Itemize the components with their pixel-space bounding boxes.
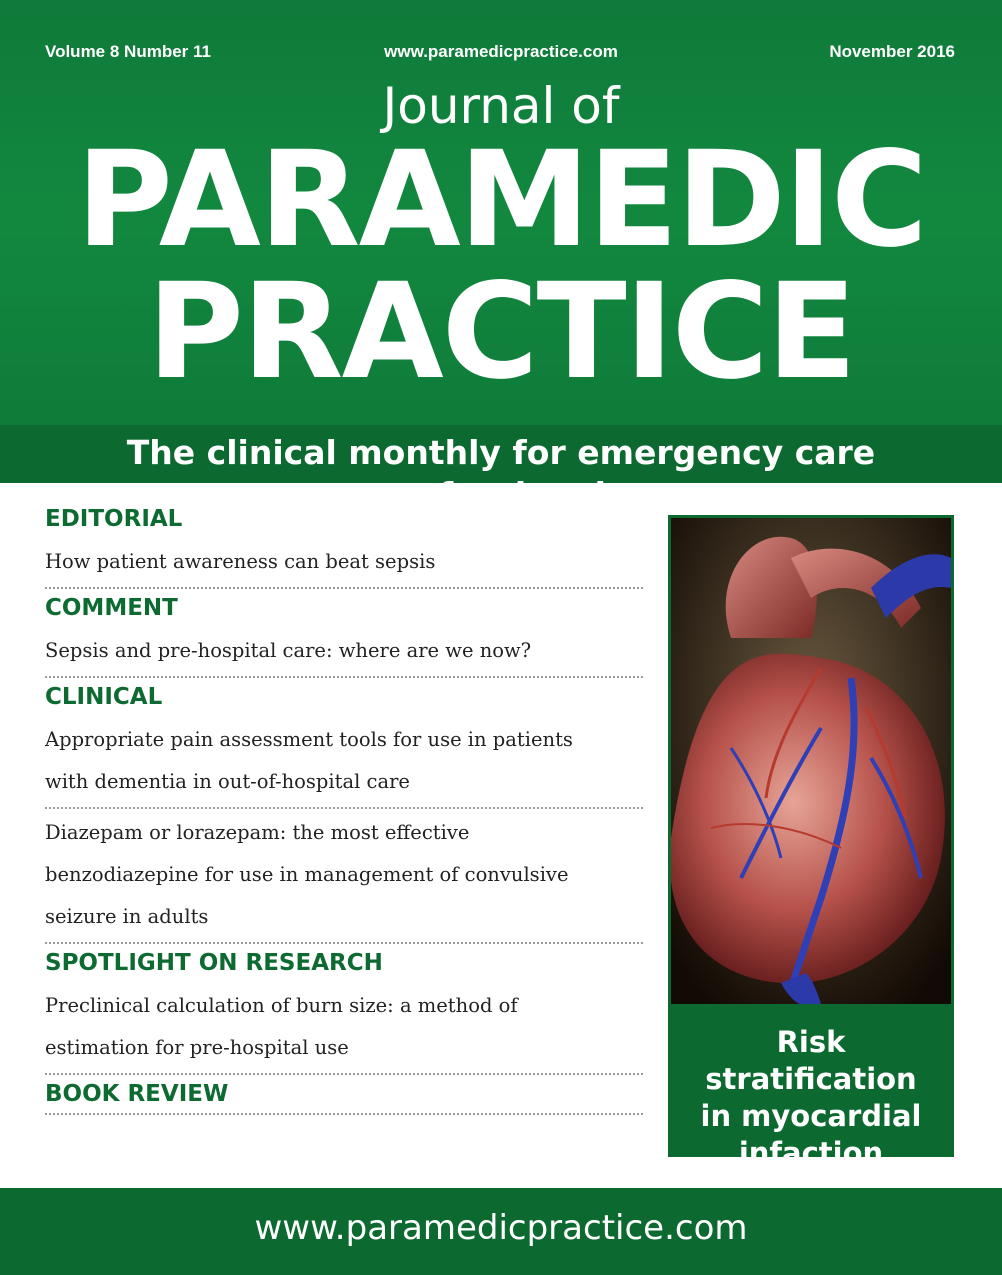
section-heading-research: SPOTLIGHT ON RESEARCH <box>45 950 383 976</box>
article-title-line: Preclinical calculation of burn size: a method of <box>45 994 518 1017</box>
article-editorial[interactable] <box>45 538 643 589</box>
article-title-line: Appropriate pain assessment tools for use in patients <box>45 728 573 751</box>
issue-date: November 2016 <box>829 42 955 61</box>
article-clinical-benzodiazepine[interactable] <box>45 809 643 944</box>
feature-caption-line: infaction <box>738 1136 884 1170</box>
article-title-line: How patient awareness can beat sepsis <box>45 550 436 573</box>
article-title-line: seizure in adults <box>45 905 209 928</box>
heart-illustration <box>671 518 951 1004</box>
journal-title-line-1: PARAMEDIC <box>76 123 926 277</box>
footer-website-link[interactable]: www.paramedicpractice.com <box>254 1208 748 1248</box>
article-comment[interactable] <box>45 627 643 678</box>
masthead-website: www.paramedicpractice.com <box>384 42 618 61</box>
article-title-line: Sepsis and pre-hospital care: where are we now? <box>45 639 532 662</box>
feature-caption-line: in myocardial <box>700 1099 922 1133</box>
article-title-line: benzodiazepine for use in management of convulsive <box>45 863 569 886</box>
article-clinical-pain-assessment[interactable] <box>45 716 643 809</box>
article-title-line: Diazepam or lorazepam: the most effective <box>45 821 470 844</box>
feature-caption-line: Risk stratification <box>705 1025 917 1096</box>
section-heading-book-review: BOOK REVIEW <box>45 1075 643 1115</box>
feature-caption <box>668 1024 954 1172</box>
volume-number: Volume 8 Number 11 <box>45 42 211 61</box>
section-heading-comment: COMMENT <box>45 595 178 621</box>
title-prefix: Journal of <box>382 77 620 135</box>
article-research-burn-size[interactable] <box>45 982 643 1075</box>
section-heading-clinical: CLINICAL <box>45 684 163 710</box>
table-of-contents <box>45 500 643 1115</box>
journal-title-line-2: PRACTICE <box>147 255 855 409</box>
tagline: The clinical monthly for emergency care professionals <box>126 433 876 514</box>
section-heading-editorial: EDITORIAL <box>45 506 183 532</box>
article-title-line: estimation for pre-hospital use <box>45 1036 349 1059</box>
article-title-line: with dementia in out-of-hospital care <box>45 770 410 793</box>
